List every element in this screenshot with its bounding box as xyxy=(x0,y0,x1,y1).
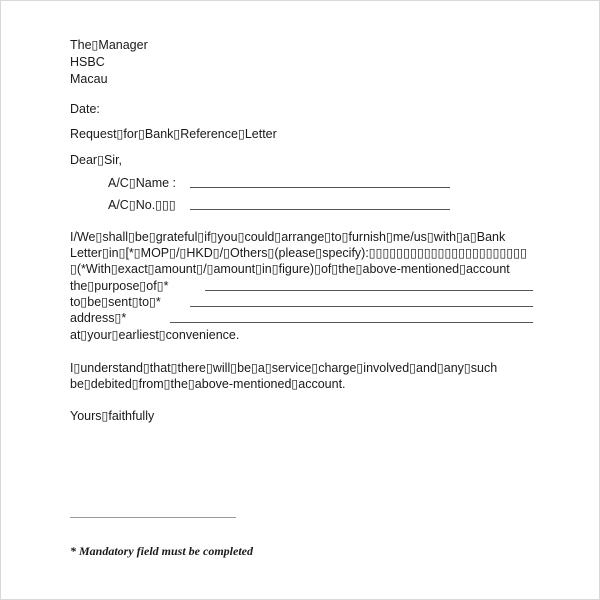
convenience-line: at▯your▯earliest▯convenience. xyxy=(70,328,240,342)
mandatory-footnote: * Mandatory field must be completed xyxy=(70,544,253,558)
account-number-blank[interactable] xyxy=(190,209,450,210)
salutation: Dear▯Sir, xyxy=(70,153,123,167)
account-name-label: A/C▯Name : xyxy=(108,176,177,190)
charge-line-1: I▯understand▯that▯there▯will▯be▯a▯service▯charge▯involved▯and▯any▯such xyxy=(70,361,498,375)
charge-line-2: be▯debited▯from▯the▯above-mentioned▯account. xyxy=(70,377,346,391)
recipient-bank: HSBC xyxy=(70,55,105,69)
body-line-1: I/We▯shall▯be▯grateful▯if▯you▯could▯arrange▯to▯furnish▯me/us▯with▯a▯Bank xyxy=(70,230,506,244)
purpose-label: the▯purpose▯of▯* xyxy=(70,279,169,293)
sent-to-blank[interactable] xyxy=(190,306,533,307)
address-label: address▯* xyxy=(70,311,127,325)
body-line-2: Letter▯in▯[*▯MOP▯/▯HKD▯/▯Others▯(please▯specify):▯▯▯▯▯▯▯▯▯▯▯▯▯▯▯▯▯▯▯▯▯▯▯ xyxy=(70,246,528,260)
recipient-city: Macau xyxy=(70,72,108,86)
date-label: Date: xyxy=(70,102,100,116)
account-name-blank[interactable] xyxy=(190,187,450,188)
closing: Yours▯faithfully xyxy=(70,409,155,423)
account-number-label: A/C▯No.▯▯▯ xyxy=(108,198,176,212)
sent-to-label: to▯be▯sent▯to▯* xyxy=(70,295,161,309)
signature-line[interactable] xyxy=(70,517,236,518)
subject-line: Request▯for▯Bank▯Reference▯Letter xyxy=(70,127,277,141)
purpose-blank[interactable] xyxy=(205,290,533,291)
address-blank[interactable] xyxy=(170,322,533,323)
body-line-3: ▯(*With▯exact▯amount▯/▯amount▯in▯figure)▯of▯the▯above-mentioned▯account xyxy=(70,262,510,276)
recipient-title: The▯Manager xyxy=(70,38,148,52)
